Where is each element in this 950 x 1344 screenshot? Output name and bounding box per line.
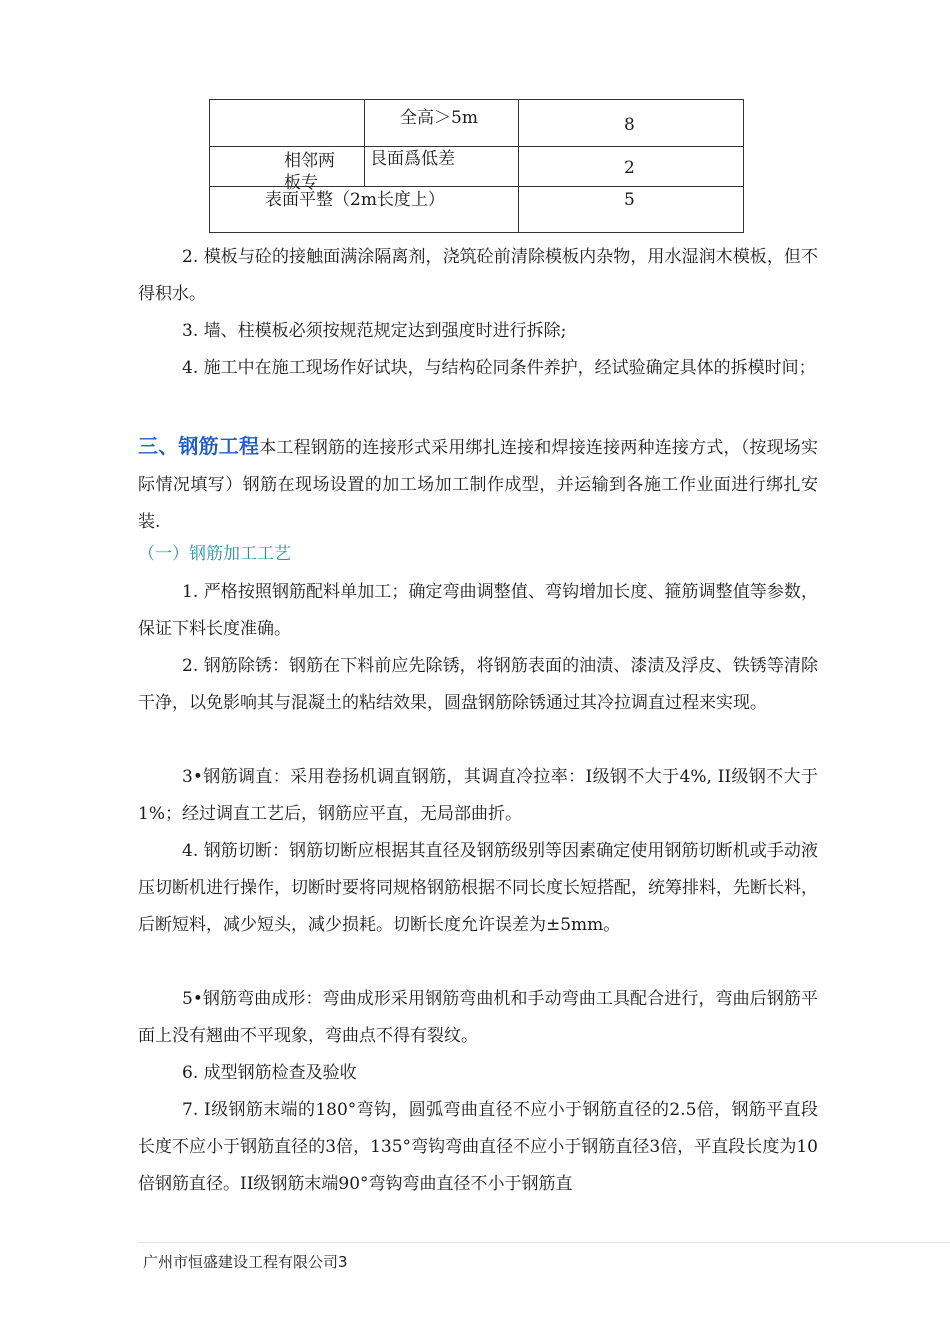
table-divider [364, 146, 365, 186]
tolerance-table [209, 99, 744, 233]
step-paragraph: 6. 成型钢筋检查及验收 [182, 1063, 357, 1083]
step-paragraph: 5•钢筋弯曲成形：弯曲成形采用钢筋弯曲机和手动弯曲工具配合进行，弯曲后钢筋平面上没有翘曲不平现象，弯曲点不得有裂纹。 [138, 989, 818, 1046]
table-divider [210, 146, 743, 147]
table-cell-value: 5 [624, 190, 635, 210]
table-cell-item: 表面平整（2m长度上） [265, 190, 445, 210]
subsection-title: （一）钢筋加工工艺 [138, 544, 291, 564]
step-paragraph: 4. 钢筋切断：钢筋切断应根据其直径及钢筋级别等因素确定使用钢筋切断机或手动液压切断机进行操作，切断时要将同规格钢筋根据不同长度长短搭配，统筹排料，先断长料，后断短料，减少短头，减少损耗。切断长度允许误差为±5mm。 [138, 841, 818, 935]
step-paragraph: 1. 严格按照钢筋配料单加工；确定弯曲调整值、弯钩增加长度、箍筋调整值等参数，保证下料长度准确。 [138, 582, 818, 639]
page-footer: 广州市恒盛建设工程有限公司3 [143, 1253, 348, 1271]
step-paragraph: 3•钢筋调直：采用卷扬机调直钢筋，其调直冷拉率：I级钢不大于4%, II级钢不大于1%；经过调直工艺后，钢筋应平直，无局部曲折。 [138, 767, 818, 824]
table-divider [364, 100, 365, 146]
step-paragraph: 2. 钢筋除锈：钢筋在下料前应先除锈，将钢筋表面的油渍、漆渍及浮皮、铁锈等清除干净，以免影响其与混凝土的粘结效果，圆盘钢筋除锈通过其冷拉调直过程来实现。 [138, 656, 818, 713]
table-divider [518, 100, 519, 233]
section-intro: 本工程钢筋的连接形式采用绑扎连接和焊接连接两种连接方式，（按现场实际情况填写）钢筋在现场设置的加工场加工制作成型，并运输到各施工作业面进行绑扎安装. [138, 438, 819, 532]
paragraph: 3. 墙、柱模板必须按规范规定达到强度时进行拆除; [182, 321, 567, 341]
table-cell-label: 相邻两 [284, 151, 335, 171]
paragraph: 4. 施工中在施工现场作好试块，与结构砼同条件养护，经试验确定具体的拆模时间； [182, 358, 816, 378]
step-paragraph: 7. I级钢筋末端的180°弯钩，圆弧弯曲直径不应小于钢筋直径的2.5倍，钢筋平直段长度不应小于钢筋直径的3倍，135°弯钩弯曲直径不应小于钢筋直径3倍，平直段长度为10倍钢筋直径。II级钢筋末端90°弯钩弯曲直径不小于钢筋直 [138, 1100, 818, 1194]
table-cell-value: 2 [624, 158, 635, 178]
table-cell-item: 艮面爲低差 [370, 149, 455, 169]
table-cell-item: 全高＞5m [400, 108, 478, 128]
section-paragraph [138, 428, 818, 541]
table-cell-label: 板专 [284, 173, 318, 193]
table-cell-value: 8 [624, 115, 635, 135]
section-title: 三、钢筋工程 [138, 434, 260, 458]
paragraph: 2. 模板与砼的接触面满涂隔离剂，浇筑砼前清除模板内杂物，用水湿润木模板，但不得积水。 [138, 247, 818, 304]
footer-divider [138, 1242, 950, 1243]
